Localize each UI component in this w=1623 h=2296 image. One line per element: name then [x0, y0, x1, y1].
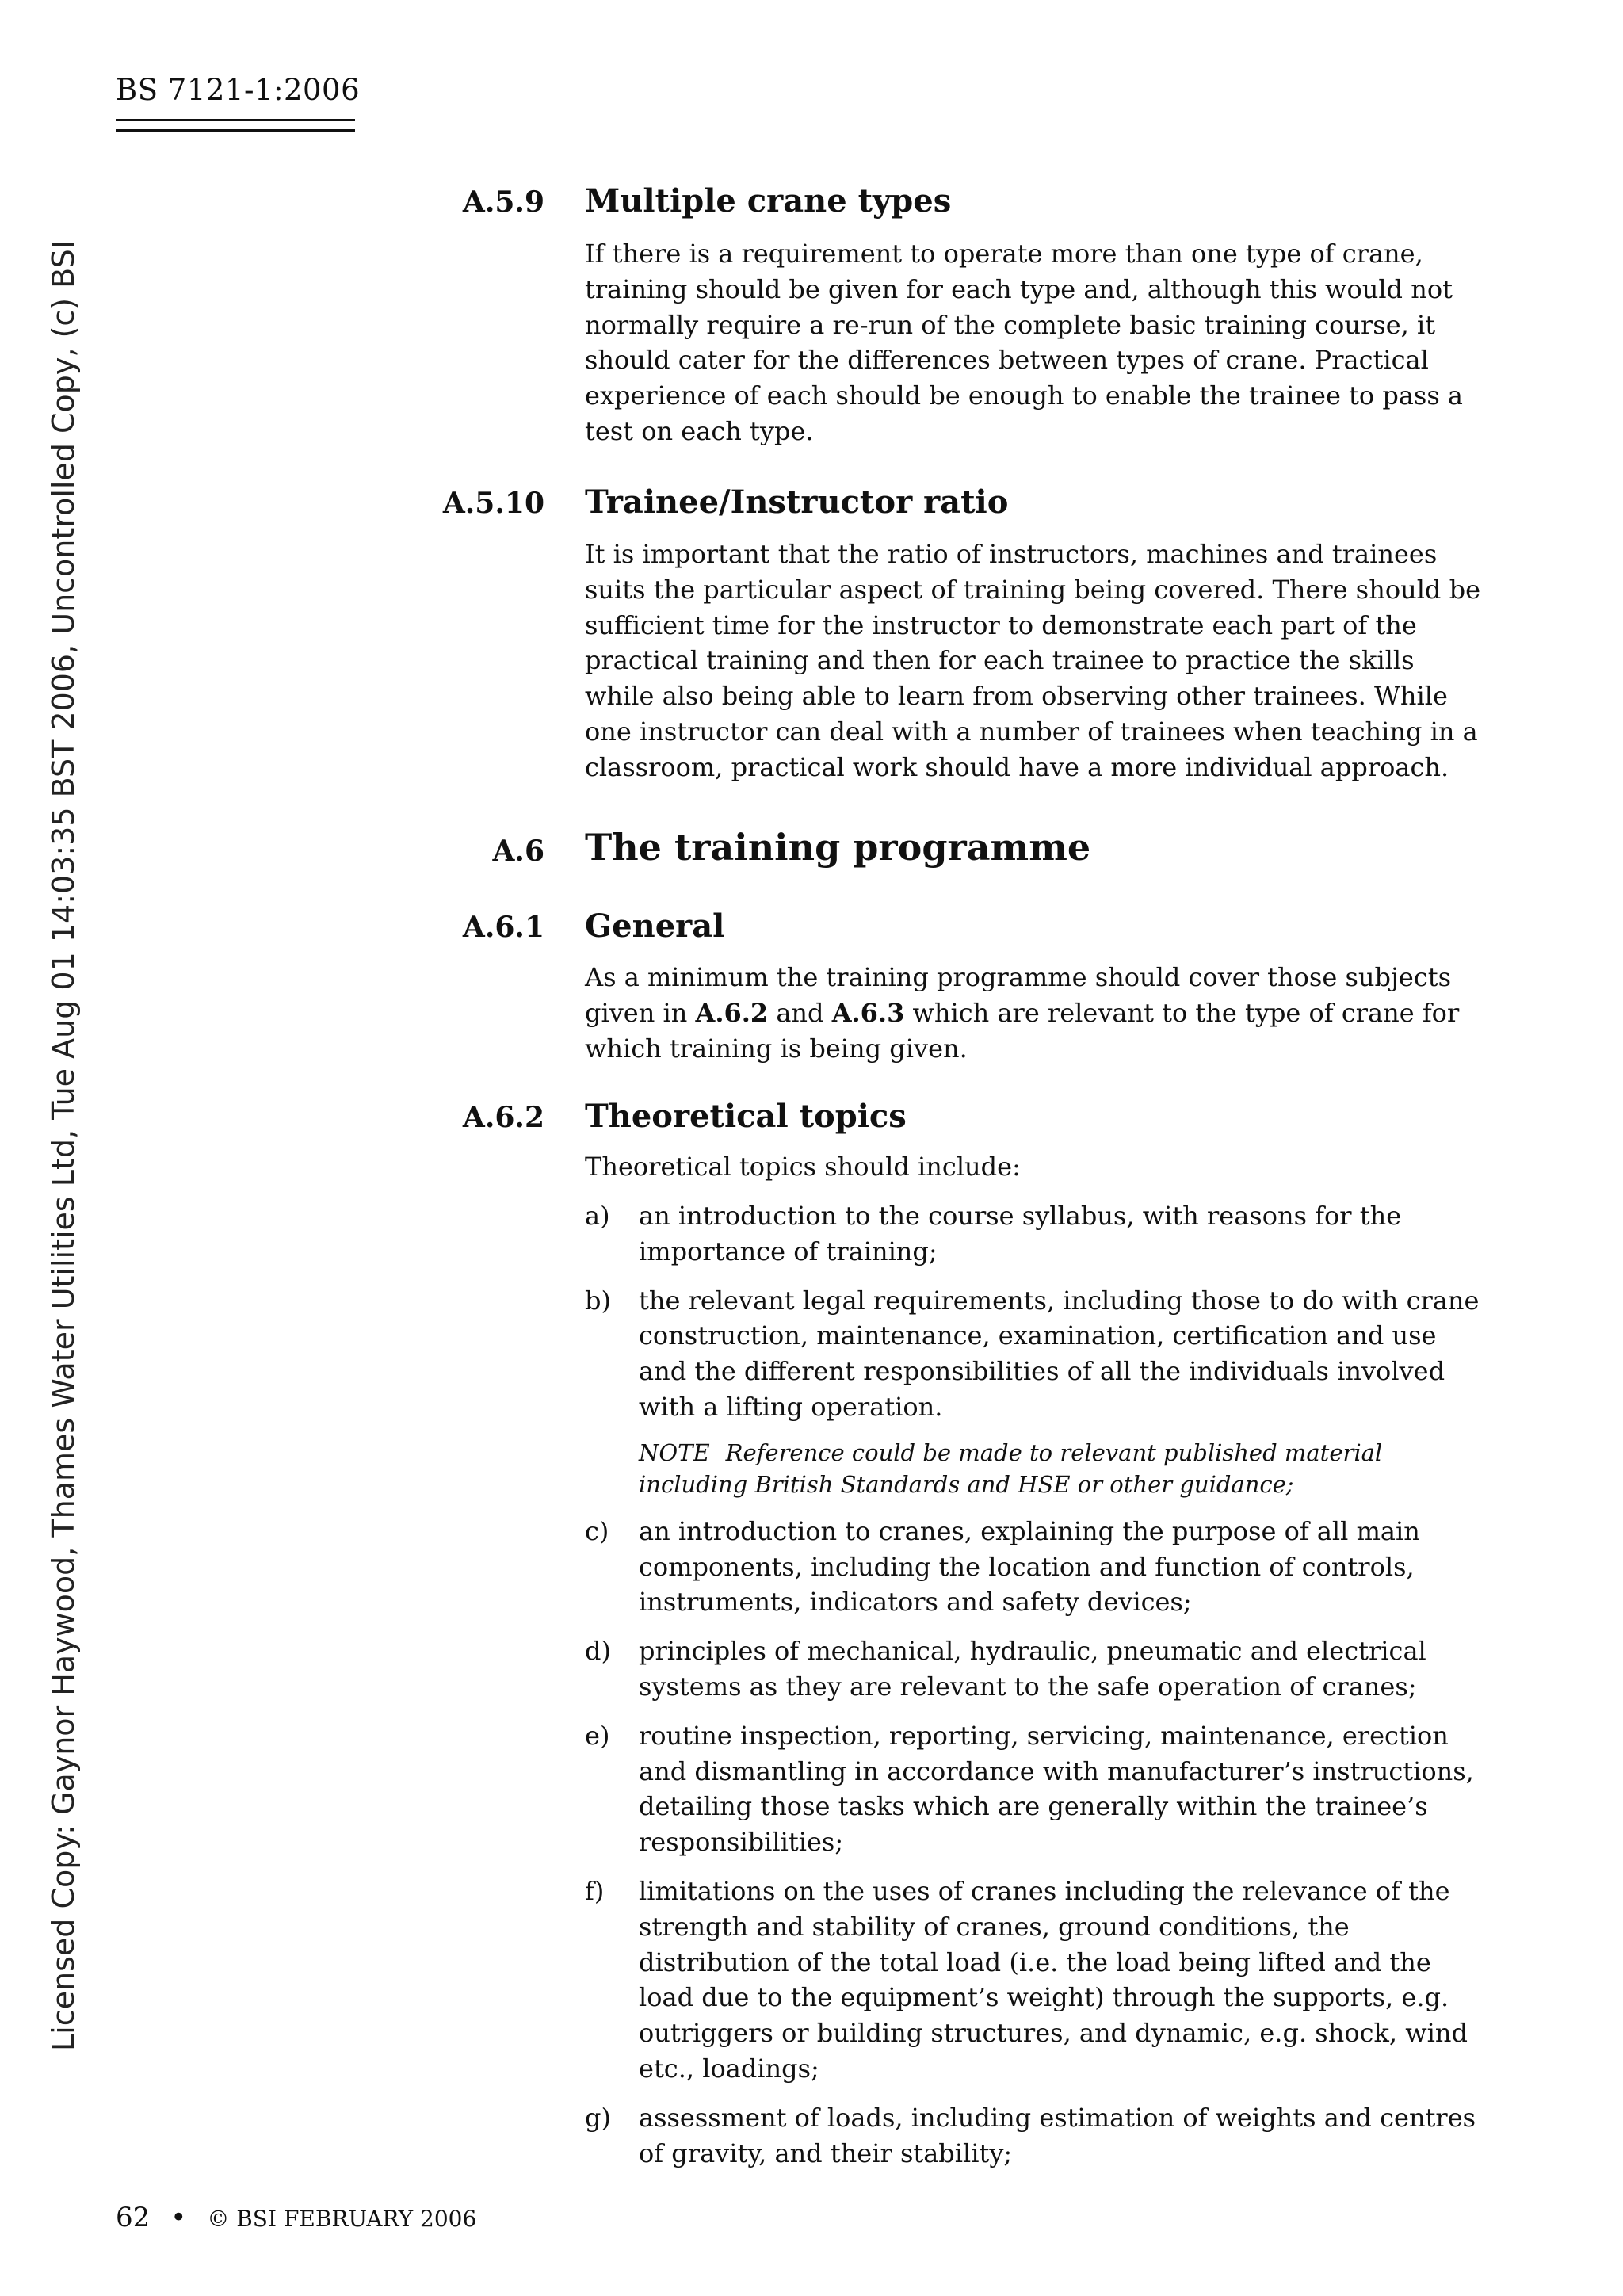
section-number: A.6.1: [462, 911, 544, 944]
list-item: [585, 1514, 1488, 1620]
list-item-label: a): [585, 1201, 610, 1231]
list-item: [585, 1283, 1488, 1500]
list-item-text: routine inspection, reporting, servicing, maintenance, erection and dismantling in accordance with manufacturer’s instructions, detailing those tasks which are generally within the trainee’s responsibilities;: [639, 1720, 1474, 1858]
page-number: 62: [116, 2202, 151, 2233]
section-title: The training programme: [585, 826, 1091, 869]
license-watermark: Licensed Copy: Gaynor Haywood, Thames Water Utilities Ltd, Tue Aug 01 14:03:35 BST 2006, Uncontrolled Copy, (c) BSI: [46, 240, 81, 2051]
list-item-label: g): [585, 2102, 611, 2133]
topic-list: [585, 1198, 1488, 2184]
section-body: [585, 960, 1480, 1066]
list-item-text: limitations on the uses of cranes including the relevance of the strength and stability of cranes, ground conditions, the distribution of the total load (i.e. the load being lifted and the load due to the equipment’s weight) through the supports, e.g. outriggers or building structures, and dynamic, e.g. shock, wind etc., loadings;: [639, 1875, 1468, 2084]
copyright-notice: © BSI FEBRUARY 2006: [207, 2206, 477, 2232]
cross-reference[interactable]: A.6.3: [831, 997, 905, 1028]
section-number: A.5.10: [442, 487, 544, 520]
note-label: NOTE: [639, 1438, 710, 1466]
section-body: It is important that the ratio of instructors, machines and trainees suits the particular aspect of training being covered. There should be sufficient time for the instructor to demonstrate each part of the practical training and then for each trainee to practice the skills while also being able to learn from observing other trainees. While one instructor can deal with a number of trainees when teaching in a classroom, practical work should have a more individual approach.: [585, 539, 1480, 782]
list-item-text: an introduction to the course syllabus, with reasons for the importance of training;: [639, 1201, 1402, 1266]
header-code: BS 7121-1:2006: [116, 73, 361, 107]
body-text: As a minimum the training programme should cover those subjects given in: [585, 962, 1452, 1028]
footer-bullet: •: [170, 2202, 187, 2233]
body-text: and: [768, 997, 832, 1028]
list-item-text: principles of mechanical, hydraulic, pneumatic and electrical systems as they are relevant to the safe operation of cranes;: [639, 1636, 1426, 1702]
body-text: which are relevant to the type of crane for which training is being given.: [585, 997, 1460, 1064]
note: [639, 1437, 1488, 1500]
list-item: [585, 1874, 1488, 2087]
section-body: If there is a requirement to operate more than one type of crane, training should be given for each type and, although this would not normally require a re-run of the complete basic training course, it should cater for the differences between types of crane. Practical experience of each should be enough to enable the trainee to pass a test on each type.: [585, 239, 1463, 446]
header-rule: [116, 119, 355, 132]
list-item: [585, 1718, 1488, 1860]
section-title: Trainee/Instructor ratio: [585, 483, 1009, 521]
section-intro: Theoretical topics should include:: [585, 1152, 1021, 1182]
section-number: A.6: [492, 835, 544, 868]
section-title: General: [585, 907, 725, 945]
list-item-label: c): [585, 1515, 609, 1546]
section-title: Theoretical topics: [585, 1098, 907, 1135]
list-item: [585, 1198, 1488, 1270]
list-item-label: d): [585, 1636, 611, 1667]
list-item-text: an introduction to cranes, explaining the purpose of all main components, including the location and function of controls, instruments, indicators and safety devices;: [639, 1515, 1420, 1618]
list-item-label: e): [585, 1720, 610, 1751]
note-text: Reference could be made to relevant published material including British Standards and HSE or other guidance;: [639, 1438, 1383, 1498]
list-item-text: assessment of loads, including estimation of weights and centres of gravity, and their stability;: [639, 2102, 1476, 2168]
section-title: Multiple crane types: [585, 182, 952, 220]
list-item-label: b): [585, 1285, 611, 1316]
cross-reference[interactable]: A.6.2: [695, 997, 769, 1028]
list-item: [585, 1633, 1488, 1705]
list-item: [585, 2100, 1488, 2172]
page-footer: [116, 2202, 476, 2233]
list-item-text: the relevant legal requirements, including those to do with crane construction, maintenance, examination, certification and use and the different responsibilities of all the individuals involved with a lifting operation.: [639, 1285, 1480, 1422]
section-number: A.6.2: [462, 1101, 544, 1134]
section-number: A.5.9: [462, 185, 544, 219]
list-item-label: f): [585, 1875, 605, 1906]
